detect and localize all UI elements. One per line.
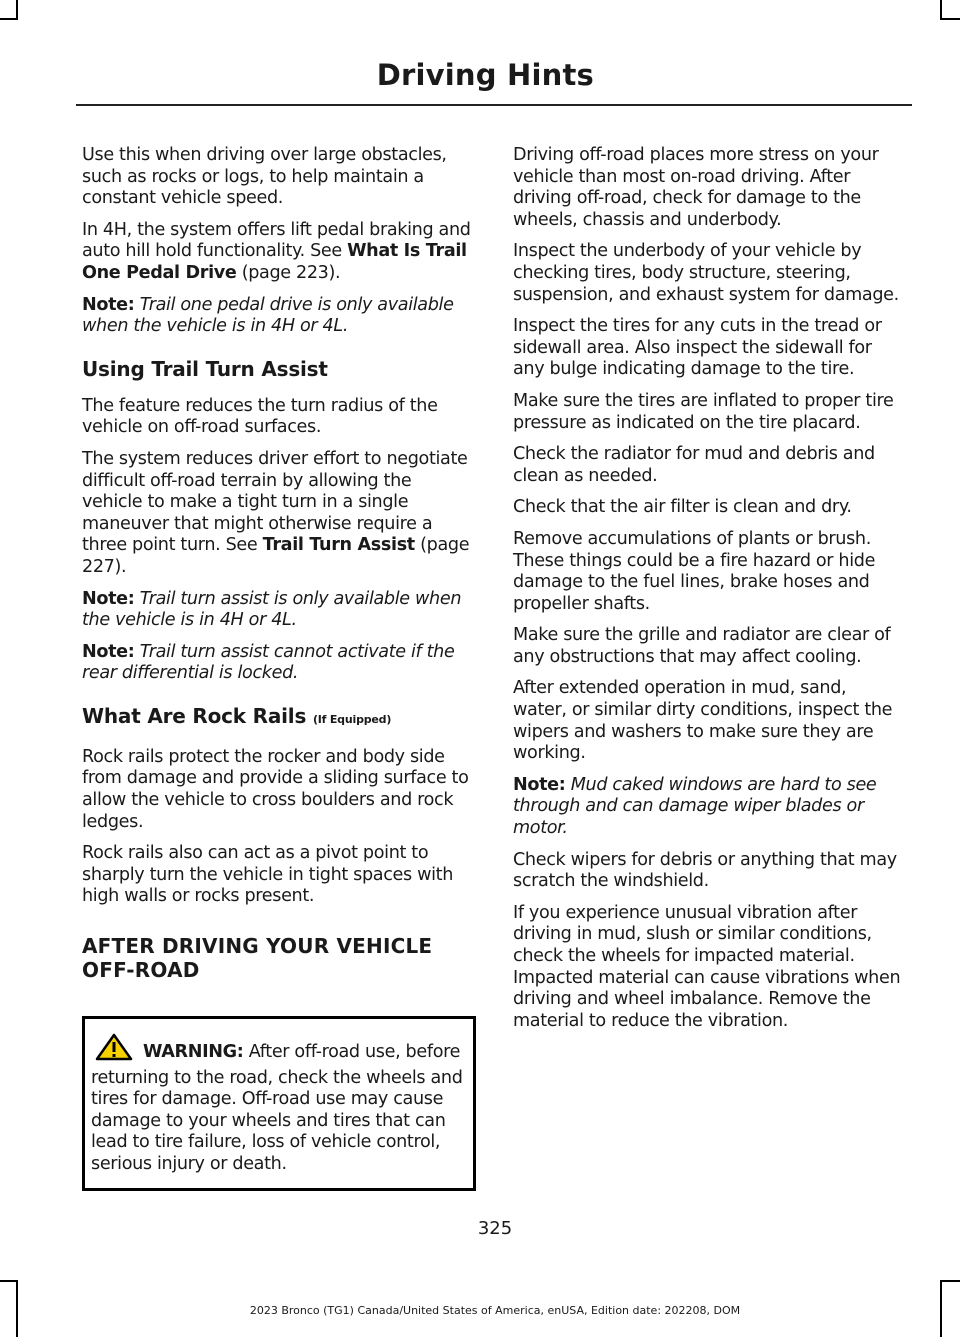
cross-reference-link[interactable]: Trail Turn Assist [262, 535, 415, 556]
warning-box [82, 1016, 476, 1191]
warning-label: WARNING: [143, 1042, 244, 1063]
crop-mark [940, 0, 942, 20]
note [82, 295, 474, 338]
crop-mark [0, 18, 18, 20]
left-column [82, 145, 474, 1191]
paragraph: Driving off-road places more stress on your vehicle than most on-road driving. After driving off-road, check for damage to the wheels, chassis and underbody. [513, 145, 879, 230]
warning-triangle-icon [95, 1033, 133, 1068]
right-column [513, 145, 905, 1042]
note [82, 642, 474, 685]
crop-mark [0, 1280, 18, 1282]
paragraph [82, 449, 474, 579]
note-label: Note: [82, 294, 135, 315]
chapter-heading: AFTER DRIVING YOUR VEHICLE OFF-ROAD [82, 934, 433, 983]
paragraph: Remove accumulations of plants or brush. These things could be a fire hazard or hide damage to the fuel lines, brake hoses and propeller shafts. [513, 528, 876, 614]
note-label: Note: [82, 641, 135, 662]
page-reference: (page 227). [82, 535, 470, 577]
paragraph: Check that the air filter is clean and dry. [513, 497, 852, 518]
paragraph: Inspect the underbody of your vehicle by checking tires, body structure, steering, suspension, and exhaust system for damage. [513, 241, 899, 305]
cross-reference-link[interactable]: What Is Trail One Pedal Drive [82, 241, 467, 283]
paragraph: Use this when driving over large obstacles, such as rocks or logs, to help maintain a constant vehicle speed. [82, 145, 447, 209]
note-text: Trail turn assist cannot activate if the rear differential is locked. [82, 641, 455, 684]
footer: 2023 Bronco (TG1) Canada/United States of America, enUSA, Edition date: 202208, DOM [249, 1304, 741, 1317]
paragraph: If you experience unusual vibration after driving in mud, slush or similar conditions, check the wheels for impacted material. Impacted material can cause vibrations when driving and wheel imbalance. Remove the material to reduce the vibration. [513, 902, 901, 1031]
note [82, 589, 474, 632]
crop-mark [16, 0, 18, 20]
note [513, 775, 905, 840]
heading-qualifier: (If Equipped) [312, 712, 392, 726]
paragraph-text: The system reduces driver effort to negotiate difficult off-road terrain by allowing the vehicle to make a tight turn in a single maneuver that might otherwise require a three point turn. See [82, 448, 468, 556]
note-text: Trail one pedal drive is only available when the vehicle is in 4H or 4L. [82, 294, 454, 337]
page-title: Driving Hints [376, 58, 594, 92]
note-text: Trail turn assist is only available when the vehicle is in 4H or 4L. [82, 588, 462, 631]
paragraph: Check the radiator for mud and debris and clean as needed. [513, 444, 875, 486]
note-label: Note: [513, 774, 566, 795]
paragraph: Inspect the tires for any cuts in the tread or sidewall area. Also inspect the sidewall for any bulge indicating damage to the tire. [513, 316, 882, 380]
paragraph: Make sure the tires are inflated to proper tire pressure as indicated on the tire placard. [513, 390, 894, 433]
paragraph: Rock rails protect the rocker and body side from damage and provide a sliding surface to allow the vehicle to cross boulders and rock ledges. [82, 746, 469, 832]
paragraph [82, 220, 474, 285]
paragraph: Rock rails also can act as a pivot point to sharply turn the vehicle in tight spaces with high walls or rocks present. [82, 843, 454, 907]
header-divider [76, 104, 912, 106]
page-number: 325 [477, 1218, 513, 1239]
paragraph-text: In 4H, the system offers lift pedal braking and auto hill hold functionality. See [82, 219, 471, 262]
warning-paragraph [91, 1033, 467, 1176]
section-heading: Using Trail Turn Assist [82, 356, 328, 381]
note-label: Note: [82, 588, 135, 609]
heading-text: What Are Rock Rails [82, 703, 307, 728]
crop-mark [940, 18, 960, 20]
page-reference: (page 223). [236, 262, 341, 283]
paragraph: The feature reduces the turn radius of the vehicle on off-road surfaces. [82, 395, 438, 438]
paragraph: Make sure the grille and radiator are clear of any obstructions that may affect cooling. [513, 625, 891, 667]
note-text: Mud caked windows are hard to see through and can damage wiper blades or motor. [513, 774, 877, 839]
paragraph: After extended operation in mud, sand, water, or similar dirty conditions, inspect the wipers and washers to make sure they are working. [513, 678, 893, 764]
crop-mark [940, 1280, 960, 1282]
warning-text: After off-road use, before returning to the road, check the wheels and tires for damage. Off-road use may cause damage to your wheels and tires that can lead to tire failure, loss of vehicle control, serious injury or death. [91, 1042, 463, 1174]
paragraph: Check wipers for debris or anything that may scratch the windshield. [513, 849, 897, 892]
section-heading [82, 703, 474, 733]
